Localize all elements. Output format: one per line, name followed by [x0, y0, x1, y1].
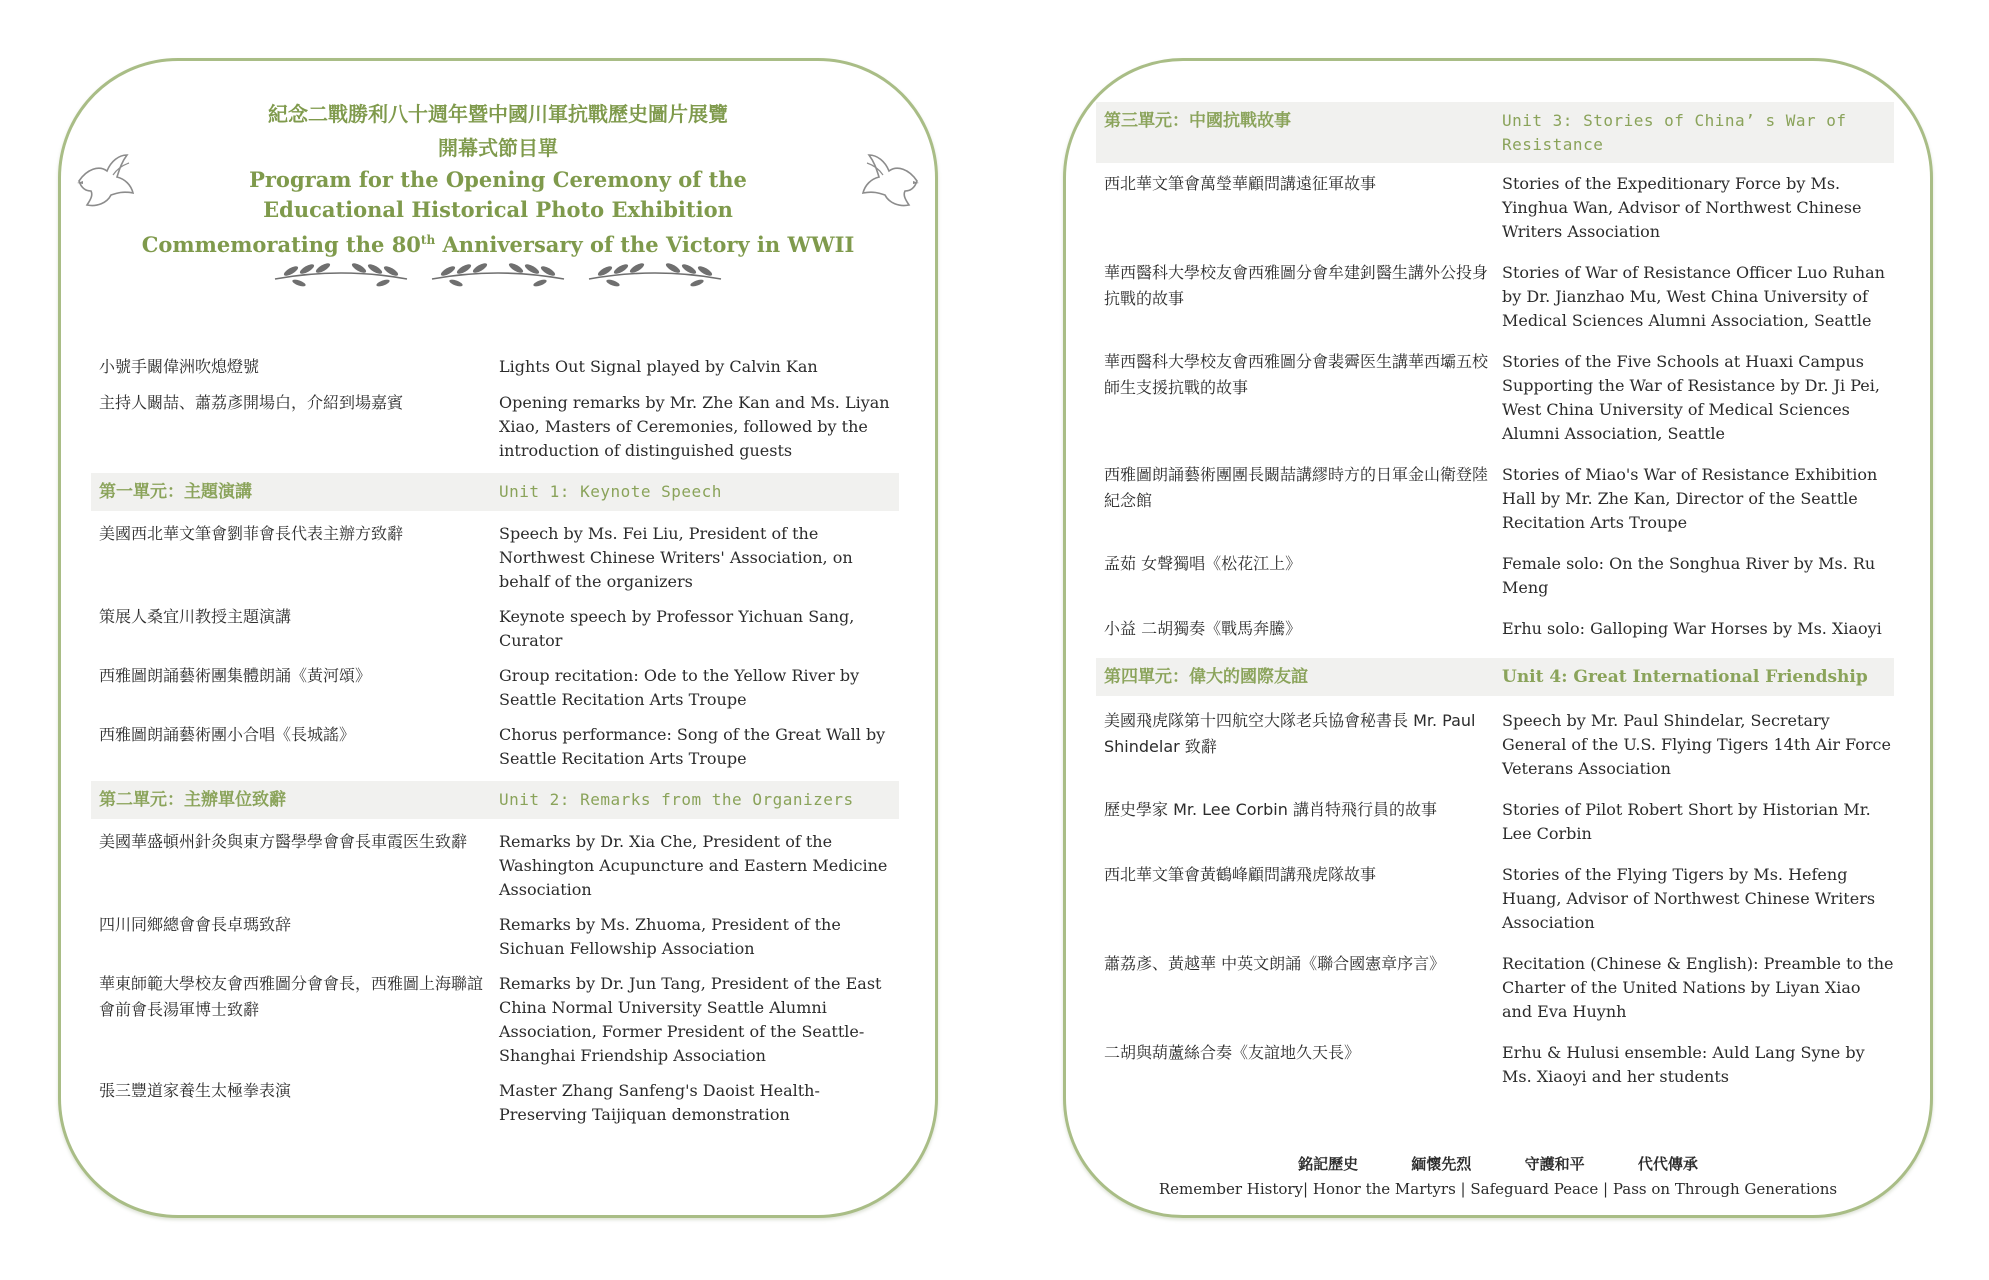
title-en-2: Educational Historical Photo Exhibition: [263, 197, 733, 222]
program-item: [1096, 1040, 1894, 1089]
item-text-en: Keynote speech by Professor Yichuan Sang, Curator: [499, 607, 855, 650]
item-text-cn: 小號手闞偉洲吹熄燈號: [99, 357, 260, 376]
program-item: [1096, 708, 1894, 781]
program-item: [91, 829, 899, 902]
program-item: [91, 971, 899, 1068]
item-text-en: Stories of Pilot Robert Short by Historian Mr. Lee Corbin: [1502, 800, 1871, 843]
program-item: [91, 663, 899, 712]
program-item: [1096, 951, 1894, 1024]
program-item: [91, 354, 899, 380]
program-list-right: [1096, 102, 1894, 1089]
item-text-en: Erhu solo: Galloping War Horses by Ms. Xiaoyi: [1502, 619, 1882, 638]
program-panel-left: [58, 58, 938, 1218]
item-text-cn: 美國華盛頓州針灸與東方醫學學會會長車霞医生致辭: [99, 832, 468, 851]
program-item: [91, 1078, 899, 1127]
item-text-en: Erhu & Hulusi ensemble: Auld Lang Syne by Ms. Xiaoyi and her students: [1502, 1043, 1865, 1086]
item-text-en: Speech by Mr. Paul Shindelar, Secretary General of the U.S. Flying Tigers 14th Air Force Veterans Association: [1502, 711, 1891, 778]
program-footer: [1066, 1153, 1930, 1198]
footer-motto-cn: [1066, 1153, 1930, 1174]
laurel-decoration: [61, 259, 935, 293]
item-text-en: Lights Out Signal played by Calvin Kan: [499, 357, 818, 376]
unit-title-cn: 第一單元：主題演講: [99, 482, 252, 502]
program-panel-right: [1063, 58, 1933, 1218]
item-text-cn: 華西醫科大學校友會西雅圖分會裴霽医生講華西壩五校師生支援抗戰的故事: [1104, 352, 1489, 397]
item-text-cn: 美國西北華文筆會劉菲會長代表主辦方致辭: [99, 524, 404, 543]
program-item: [1096, 171, 1894, 244]
unit-title-cn: 第三單元：中國抗戰故事: [1104, 111, 1291, 131]
item-text-cn: 二胡與葫蘆絲合奏《友誼地久天長》: [1104, 1043, 1361, 1062]
item-text-cn: 孟茹 女聲獨唱《松花江上》: [1104, 554, 1302, 573]
title-cn-2: 開幕式節目單: [438, 136, 558, 160]
item-text-cn: 西雅圖朗誦藝術團集體朗誦《黃河頌》: [99, 666, 372, 685]
unit-title-en: Unit 1: Keynote Speech: [499, 482, 722, 501]
item-text-en: Speech by Ms. Fei Liu, President of the Northwest Chinese Writers' Association, on behalf of the organizers: [499, 524, 853, 591]
footer-motto-en: Remember History| Honor the Martyrs | Safeguard Peace | Pass on Through Generations: [1158, 1180, 1838, 1198]
title-en-1: Program for the Opening Ceremony of the: [249, 167, 747, 192]
item-text-cn: 策展人桑宜川教授主題演講: [99, 607, 292, 626]
item-text-cn: 小益 二胡獨奏《戰馬奔騰》: [1104, 619, 1302, 638]
unit-title-cn: 第二單元：主辦單位致辭: [99, 790, 286, 810]
item-text-en: Female solo: On the Songhua River by Ms. Ru Meng: [1502, 554, 1876, 597]
item-text-cn: 西雅圖朗誦藝術團小合唱《長城謠》: [99, 725, 356, 744]
item-text-cn: 蕭荔彥、黃越華 中英文朗誦《聯合國憲章序言》: [1104, 954, 1446, 973]
unit-title-cn: 第四單元：偉大的國際友誼: [1104, 667, 1308, 687]
program-header: [61, 97, 935, 260]
item-text-en: Stories of the Five Schools at Huaxi Campus Supporting the War of Resistance by Dr. Ji Pei, West China University of Medical Sciences Alumni Association, Seattle: [1502, 352, 1880, 443]
item-text-en: Stories of War of Resistance Officer Luo Ruhan by Dr. Jianzhao Mu, West China University of Medical Sciences Alumni Association, Seattle: [1502, 263, 1885, 330]
program-item: [91, 912, 899, 961]
item-text-cn: 主持人闞喆、蕭荔彥開場白，介紹到場嘉賓: [99, 393, 404, 412]
program-item: [1096, 349, 1894, 446]
unit-title-en: Unit 3: Stories of China’ s War of Resistance: [1502, 111, 1847, 154]
laurel-branch-icon: [585, 259, 725, 289]
item-text-en: Group recitation: Ode to the Yellow River by Seattle Recitation Arts Troupe: [499, 666, 860, 709]
title-en-3: Commemorating the 80th Anniversary of the Victory in WWII: [141, 232, 855, 257]
unit-heading: [1096, 658, 1894, 696]
item-text-en: Remarks by Ms. Zhuoma, President of the Sichuan Fellowship Association: [499, 915, 841, 958]
program-item: [91, 722, 899, 771]
laurel-branch-icon: [428, 259, 568, 289]
title-cn-1: 紀念二戰勝利八十週年暨中國川軍抗戰歷史圖片展覽: [268, 102, 728, 126]
item-text-en: Opening remarks by Mr. Zhe Kan and Ms. Liyan Xiao, Masters of Ceremonies, followed by the introduction of distinguished guests: [499, 393, 890, 460]
item-text-cn: 美國飛虎隊第十四航空大隊老兵協會秘書長 Mr. Paul Shindelar 致辭: [1104, 711, 1476, 756]
program-item: [91, 521, 899, 594]
item-text-cn: 歷史學家 Mr. Lee Corbin 講肖特飛行員的故事: [1104, 800, 1437, 819]
unit-heading: [1096, 102, 1894, 163]
item-text-en: Stories of the Flying Tigers by Ms. Hefeng Huang, Advisor of Northwest Chinese Writers Association: [1502, 865, 1876, 932]
item-text-cn: 西北華文筆會萬瑩華顧問講遠征軍故事: [1104, 174, 1377, 193]
item-text-en: Remarks by Dr. Xia Che, President of the Washington Acupuncture and Eastern Medicine Association: [499, 832, 888, 899]
program-item: [1096, 260, 1894, 333]
item-text-cn: 張三豐道家養生太極拳表演: [99, 1081, 292, 1100]
item-text-cn: 華東師範大學校友會西雅圖分會會長，西雅圖上海聯誼會前會長湯軍博士致辭: [99, 974, 484, 1019]
item-text-en: Master Zhang Sanfeng's Daoist Health-Preserving Taijiquan demonstration: [499, 1081, 820, 1124]
program-item: [1096, 862, 1894, 935]
footer-motto-item: 銘記歷史: [1298, 1155, 1359, 1173]
laurel-branch-icon: [271, 259, 411, 289]
unit-title-en: Unit 4: Great International Friendship: [1502, 667, 1868, 687]
program-item: [91, 604, 899, 653]
footer-motto-item: 守護和平: [1524, 1155, 1585, 1173]
program-item: [1096, 616, 1894, 642]
unit-title-en: Unit 2: Remarks from the Organizers: [499, 790, 854, 809]
program-item: [1096, 797, 1894, 846]
item-text-cn: 華西醫科大學校友會西雅圖分會牟建釗醫生講外公投身抗戰的故事: [1104, 263, 1489, 308]
item-text-cn: 西北華文筆會黃鶴峰顧問講飛虎隊故事: [1104, 865, 1377, 884]
item-text-en: Stories of the Expeditionary Force by Ms. Yinghua Wan, Advisor of Northwest Chinese Writers Association: [1502, 174, 1862, 241]
program-item: [1096, 551, 1894, 600]
item-text-cn: 西雅圖朗誦藝術團團長闞喆講繆時方的日軍金山衛登陸紀念館: [1104, 465, 1489, 510]
item-text-cn: 四川同鄉總會會長卓瑪致辞: [99, 915, 292, 934]
item-text-en: Remarks by Dr. Jun Tang, President of the East China Normal University Seattle Alumni Association, Former President of the Seattle-Shanghai Friendship Association: [499, 974, 882, 1065]
item-text-en: Chorus performance: Song of the Great Wall by Seattle Recitation Arts Troupe: [499, 725, 886, 768]
program-item: [1096, 462, 1894, 535]
unit-heading: [91, 781, 899, 819]
item-text-en: Recitation (Chinese & English): Preamble to the Charter of the United Nations by Liyan Xiao and Eva Huynh: [1502, 954, 1894, 1021]
footer-motto-item: 緬懷先烈: [1411, 1155, 1472, 1173]
unit-heading: [91, 473, 899, 511]
program-item: [91, 390, 899, 463]
footer-motto-item: 代代傳承: [1637, 1155, 1698, 1173]
program-list-left: [91, 354, 899, 1127]
item-text-en: Stories of Miao's War of Resistance Exhibition Hall by Mr. Zhe Kan, Director of the Seattle Recitation Arts Troupe: [1502, 465, 1878, 532]
